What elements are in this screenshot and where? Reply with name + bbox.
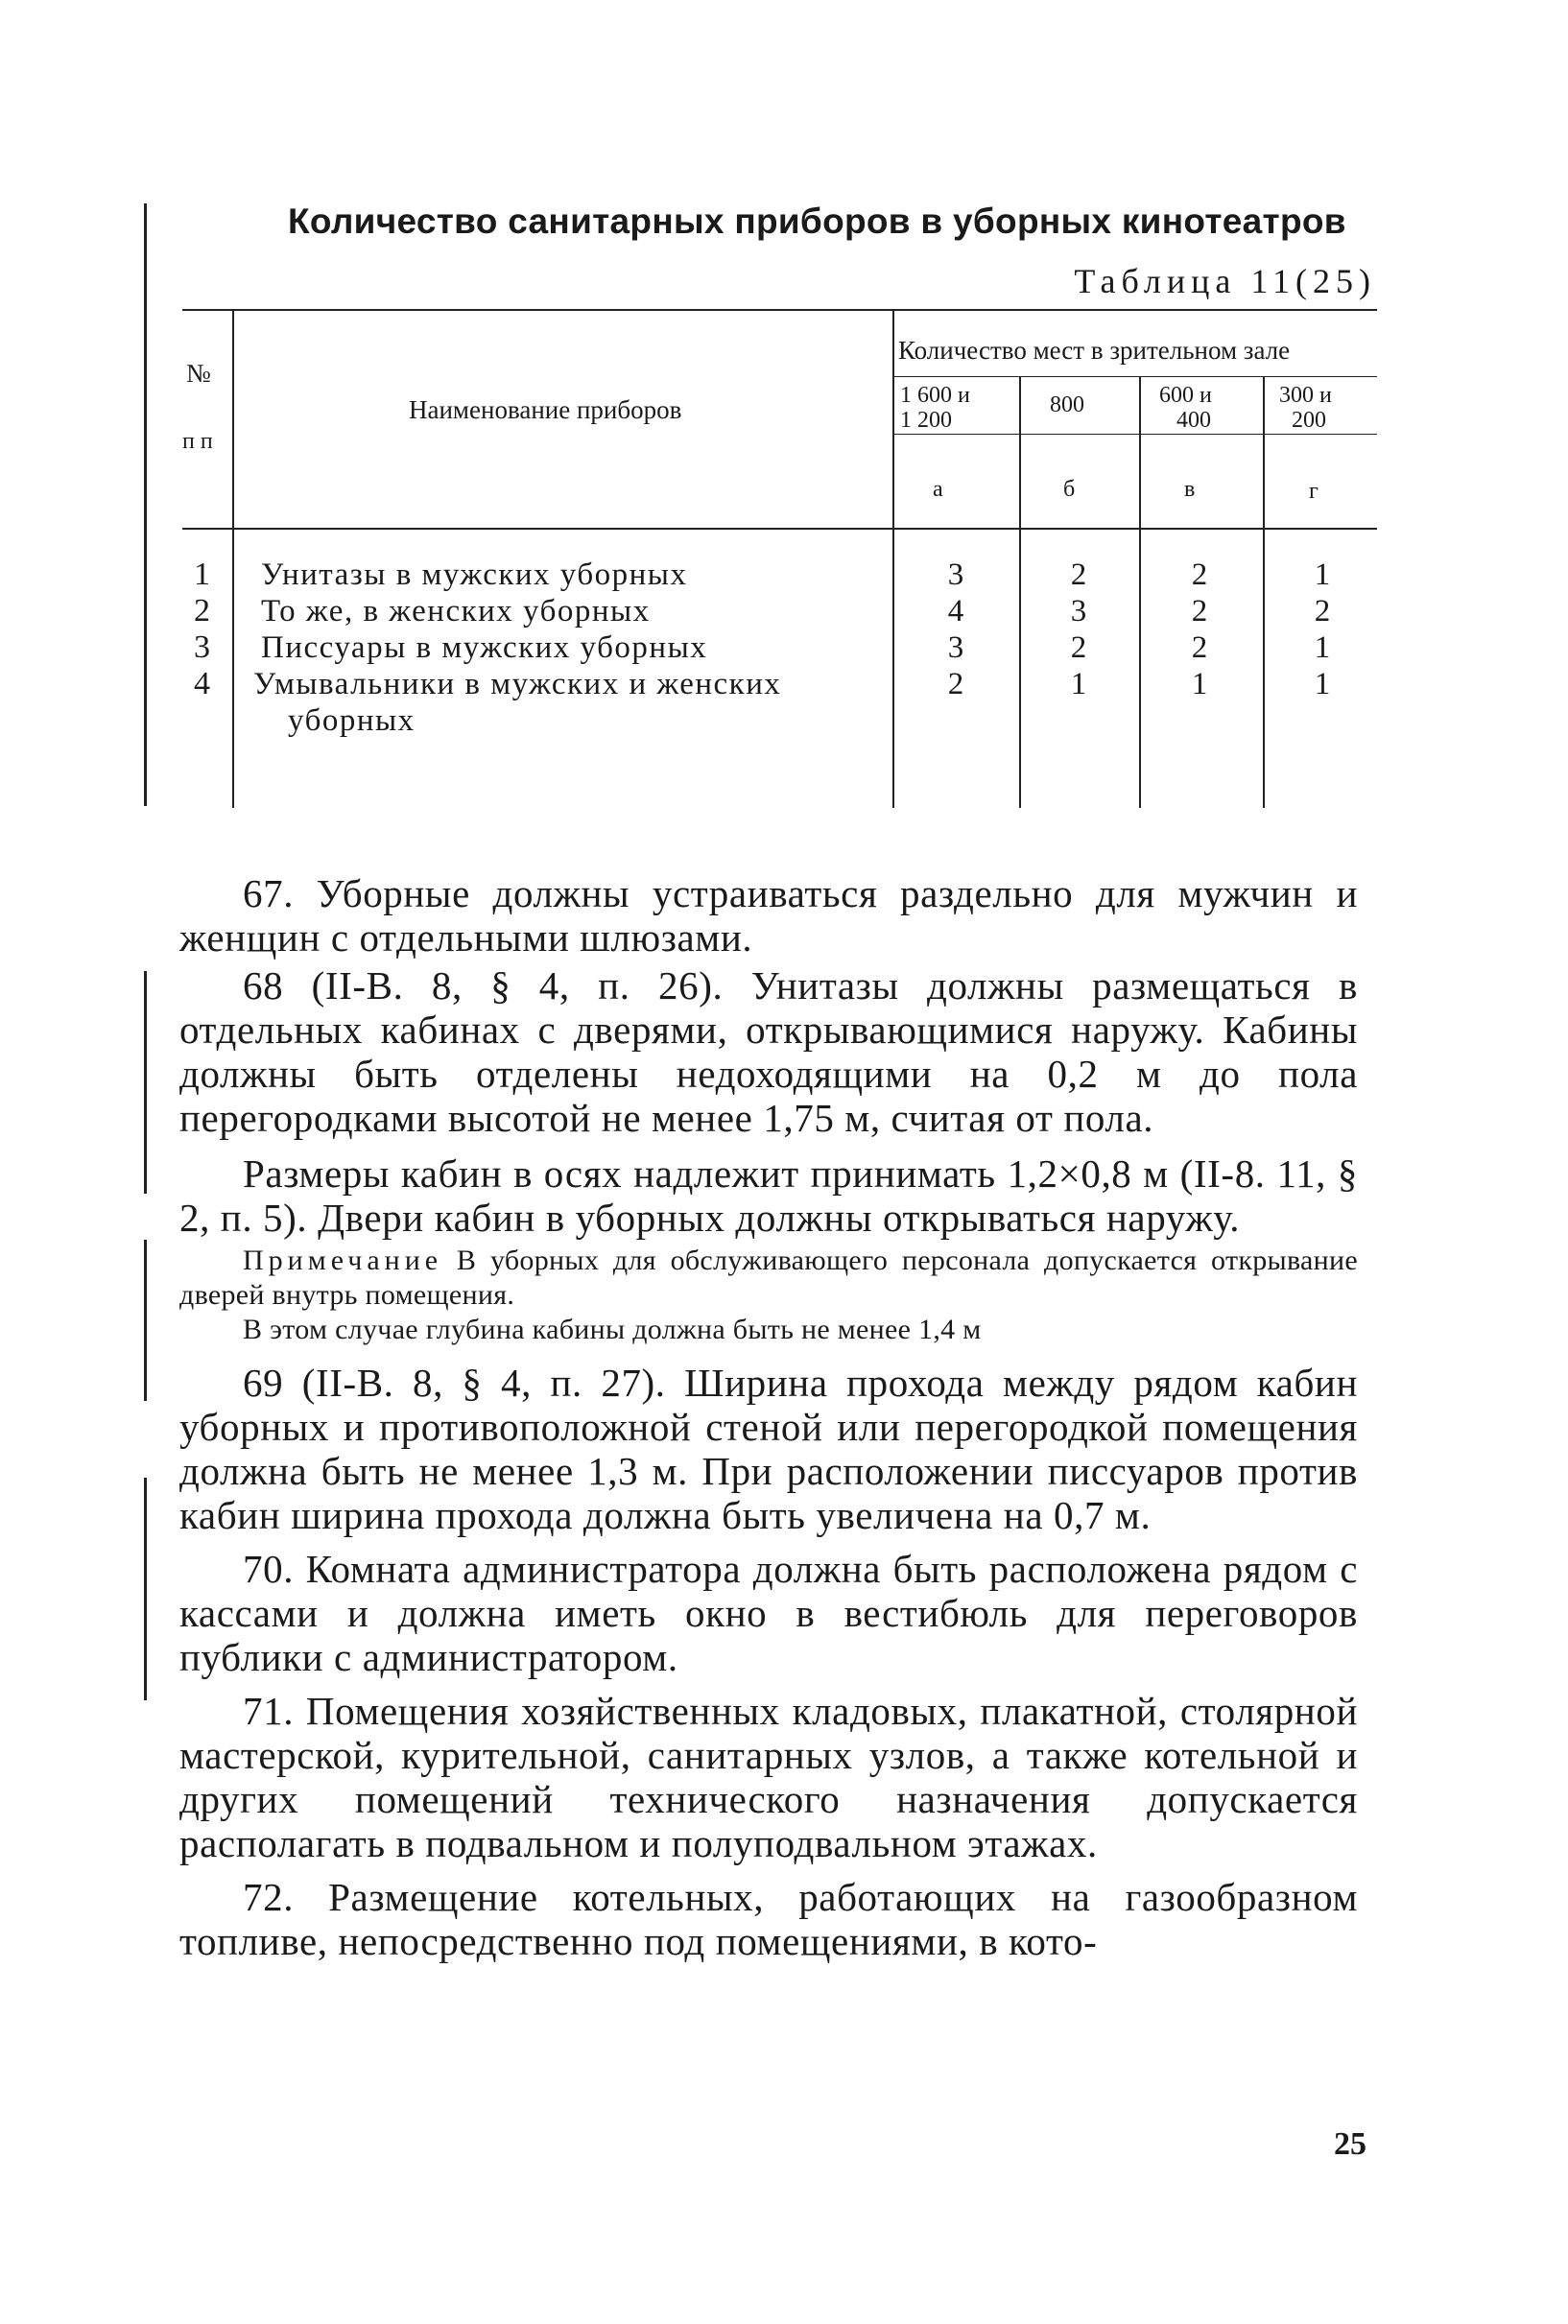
subheader-range: 300 и — [1279, 383, 1332, 408]
subheader-letter: б — [1063, 477, 1076, 502]
col-no-header: № — [186, 359, 211, 388]
group-header-rule — [892, 376, 1377, 377]
cell-value: 1 — [1314, 557, 1331, 592]
paragraph-68: 68 (II-В. 8, § 4, п. 26). Унитазы должны размещаться в отдельных кабинах с дверями, открывающимися наружу. Кабины должны быть отделены недоходящими на 0,2 м до пола перегородками высотой не менее 1,75 м, считая от пола. — [179, 963, 1358, 1140]
row-name: То же, в женских уборных — [261, 594, 651, 628]
subheader-letter: в — [1184, 477, 1196, 502]
note-continuation: В этом случае глубина кабины должна быть не менее 1,4 м — [243, 1314, 982, 1345]
body-text — [179, 871, 1358, 1967]
cell-value: 4 — [947, 594, 964, 628]
row-name: Унитазы в мужских уборных — [261, 557, 688, 592]
cell-value: 2 — [1070, 630, 1087, 665]
cell-value: 2 — [1191, 557, 1208, 592]
page-number: 25 — [1334, 2126, 1366, 2162]
subheader-range: 800 — [1050, 392, 1084, 417]
cell-value: 3 — [1070, 594, 1087, 628]
fixtures-table — [182, 309, 1377, 808]
cell-value: 3 — [947, 557, 964, 592]
col-divider — [1139, 376, 1141, 808]
col-divider — [232, 309, 234, 808]
margin-bar — [144, 971, 147, 1194]
subheader-letter: г — [1309, 479, 1319, 504]
table-title: Количество санитарных приборов в уборных кинотеатров — [288, 202, 1346, 241]
row-number: 4 — [194, 666, 210, 701]
subheader-rule — [892, 434, 1377, 435]
note-label: Примечание — [243, 1245, 443, 1276]
row-number: 2 — [194, 593, 210, 628]
row-name: Умывальники в мужских и женских — [253, 667, 782, 701]
margin-bar — [144, 1478, 147, 1700]
col-no-header: п п — [182, 429, 213, 454]
cell-value: 1 — [1070, 667, 1087, 701]
subheader-range: 600 и — [1159, 383, 1212, 408]
subheader-range: 400 — [1176, 408, 1211, 433]
note — [179, 1244, 1358, 1313]
margin-bar — [144, 1240, 147, 1401]
paragraph-67: 67. Уборные должны устраиваться раздельно для мужчин и женщин с отдельными шлюзами. — [179, 871, 1358, 960]
subheader-letter: а — [933, 477, 943, 502]
cell-value: 2 — [947, 667, 964, 701]
cell-value: 3 — [947, 630, 964, 665]
subheader-range: 1 600 и — [900, 383, 970, 408]
subheader-range: 1 200 — [900, 408, 952, 433]
row-name: Писсуары в мужских уборных — [261, 630, 708, 665]
cell-value: 1 — [1191, 667, 1208, 701]
col-divider — [1263, 376, 1265, 808]
paragraph-70: 70. Комната администратора должна быть расположена рядом с кассами и должна иметь окно в вестибюль для переговоров публики с администратором. — [179, 1547, 1358, 1679]
group-header: Количество мест в зрительном зале — [898, 336, 1291, 365]
cell-value: 2 — [1191, 630, 1208, 665]
paragraph-71: 71. Помещения хозяйственных кладовых, плакатной, столярной мастерской, курительной, санитарных узлов, а также котельной и других помещений технического назначения допускается располагать в подвальном и полуподвальном этажах. — [179, 1689, 1358, 1865]
paragraph-68-dimensions: Размеры кабин в осях надлежит принимать 1,2×0,8 м (II-8. 11, § 2, п. 5). Двери кабин в уборных должны открываться наружу. — [179, 1151, 1358, 1240]
cell-value: 1 — [1314, 630, 1331, 665]
cell-value: 2 — [1191, 594, 1208, 628]
table-number: Таблица 11(25) — [1074, 262, 1376, 300]
paragraph-72: 72. Размещение котельных, работающих на газообразном топливе, непосредственно под помещениями, в кото- — [179, 1875, 1358, 1963]
row-number: 3 — [194, 629, 210, 665]
cell-value: 2 — [1070, 557, 1087, 592]
cell-value: 2 — [1314, 594, 1331, 628]
row-number: 1 — [194, 557, 210, 592]
note-text: В уборных для обслуживающего персонала допускается открывание дверей внутрь помещения. — [179, 1245, 1358, 1311]
subheader-range: 200 — [1292, 408, 1326, 433]
paragraph-69: 69 (II-В. 8, § 4, п. 27). Ширина прохода между рядом кабин уборных и противоположной стеной или перегородкой помещения должна быть не менее 1,3 м. При расположении писсуаров против кабин ширина прохода должна быть увеличена на 0,7 м. — [179, 1361, 1358, 1537]
col-divider — [892, 309, 894, 808]
col-divider — [1019, 376, 1021, 808]
cell-value: 1 — [1314, 667, 1331, 701]
table-top-rule — [182, 309, 1377, 311]
margin-bar — [144, 203, 147, 806]
col-name-header: Наименование приборов — [409, 395, 682, 424]
table-header-rule — [182, 528, 1377, 530]
row-name: уборных — [288, 703, 416, 738]
